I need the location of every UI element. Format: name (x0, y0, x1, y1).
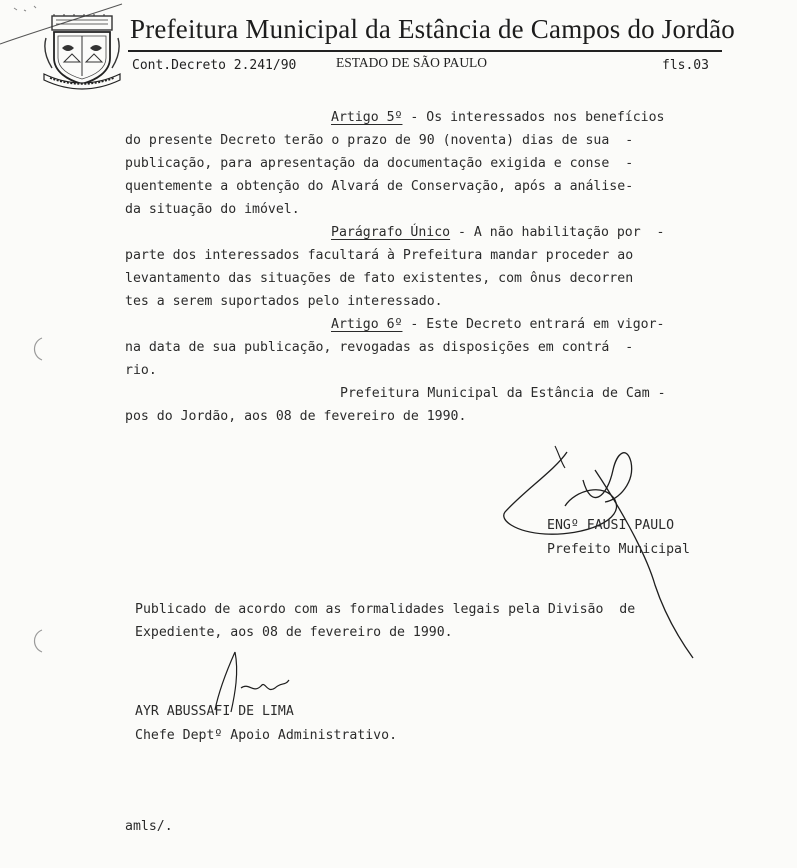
article-6-line: - Este Decreto entrará em vigor- (402, 317, 665, 332)
article-5-heading: Artigo 5º (331, 110, 403, 125)
coat-of-arms-logo (42, 14, 122, 90)
paragraph-line: tes a serem suportados pelo interessado. (125, 294, 443, 309)
typist-initials: amls/. (125, 819, 173, 834)
article-5-line: quentemente a obtenção do Alvará de Conservação, após a análise- (125, 179, 634, 194)
paragraph-line: parte dos interessados facultará à Prefeitura mandar proceder ao (125, 248, 634, 263)
chief-title: Chefe Deptº Apoio Administrativo. (135, 728, 398, 743)
article-5-line: - Os interessados nos benefícios (402, 110, 665, 125)
mayor-title: Prefeito Municipal (547, 542, 690, 557)
mayor-name: ENGº FAUSI PAULO (547, 518, 675, 533)
paragraph-heading: Parágrafo Único (331, 225, 451, 240)
article-6-heading: Artigo 6º (331, 317, 403, 332)
closing-line: pos do Jordão, aos 08 de fevereiro de 1990. (125, 409, 467, 424)
chief-name: AYR ABUSSAFI DE LIMA (135, 704, 294, 719)
punch-hole-mark (28, 628, 44, 654)
closing-line: Prefeitura Municipal da Estância de Cam - (340, 386, 666, 401)
paragraph-line: levantamento das situações de fato existentes, com ônus decorren (125, 271, 634, 286)
decree-reference: Cont.Decreto 2.241/90 (132, 58, 297, 73)
article-5-first-line (331, 106, 664, 129)
article-6-first-line (331, 313, 664, 336)
article-6-line: rio. (125, 363, 157, 378)
article-6-line: na data de sua publicação, revogadas as disposições em contrá - (125, 340, 634, 355)
paragraph-line: - A não habilitação por - (450, 225, 665, 240)
paragraph-first-line (331, 221, 664, 244)
publication-line: Publicado de acordo com as formalidades legais pela Divisão de (135, 602, 636, 617)
article-5-line: publicação, para apresentação da documentação exigida e conse - (125, 156, 634, 171)
page-number: fls.03 (662, 58, 709, 73)
article-5-line: da situação do imóvel. (125, 202, 300, 217)
state-name: ESTADO DE SÃO PAULO (336, 55, 488, 70)
article-5-line: do presente Decreto terão o prazo de 90 (noventa) dias de sua - (125, 133, 634, 148)
publication-line: Expediente, aos 08 de fevereiro de 1990. (135, 625, 453, 640)
letterhead-rule (128, 50, 722, 52)
punch-hole-mark (28, 336, 44, 362)
letterhead-title: Prefeitura Municipal da Estância de Campos do Jordão (130, 14, 735, 44)
